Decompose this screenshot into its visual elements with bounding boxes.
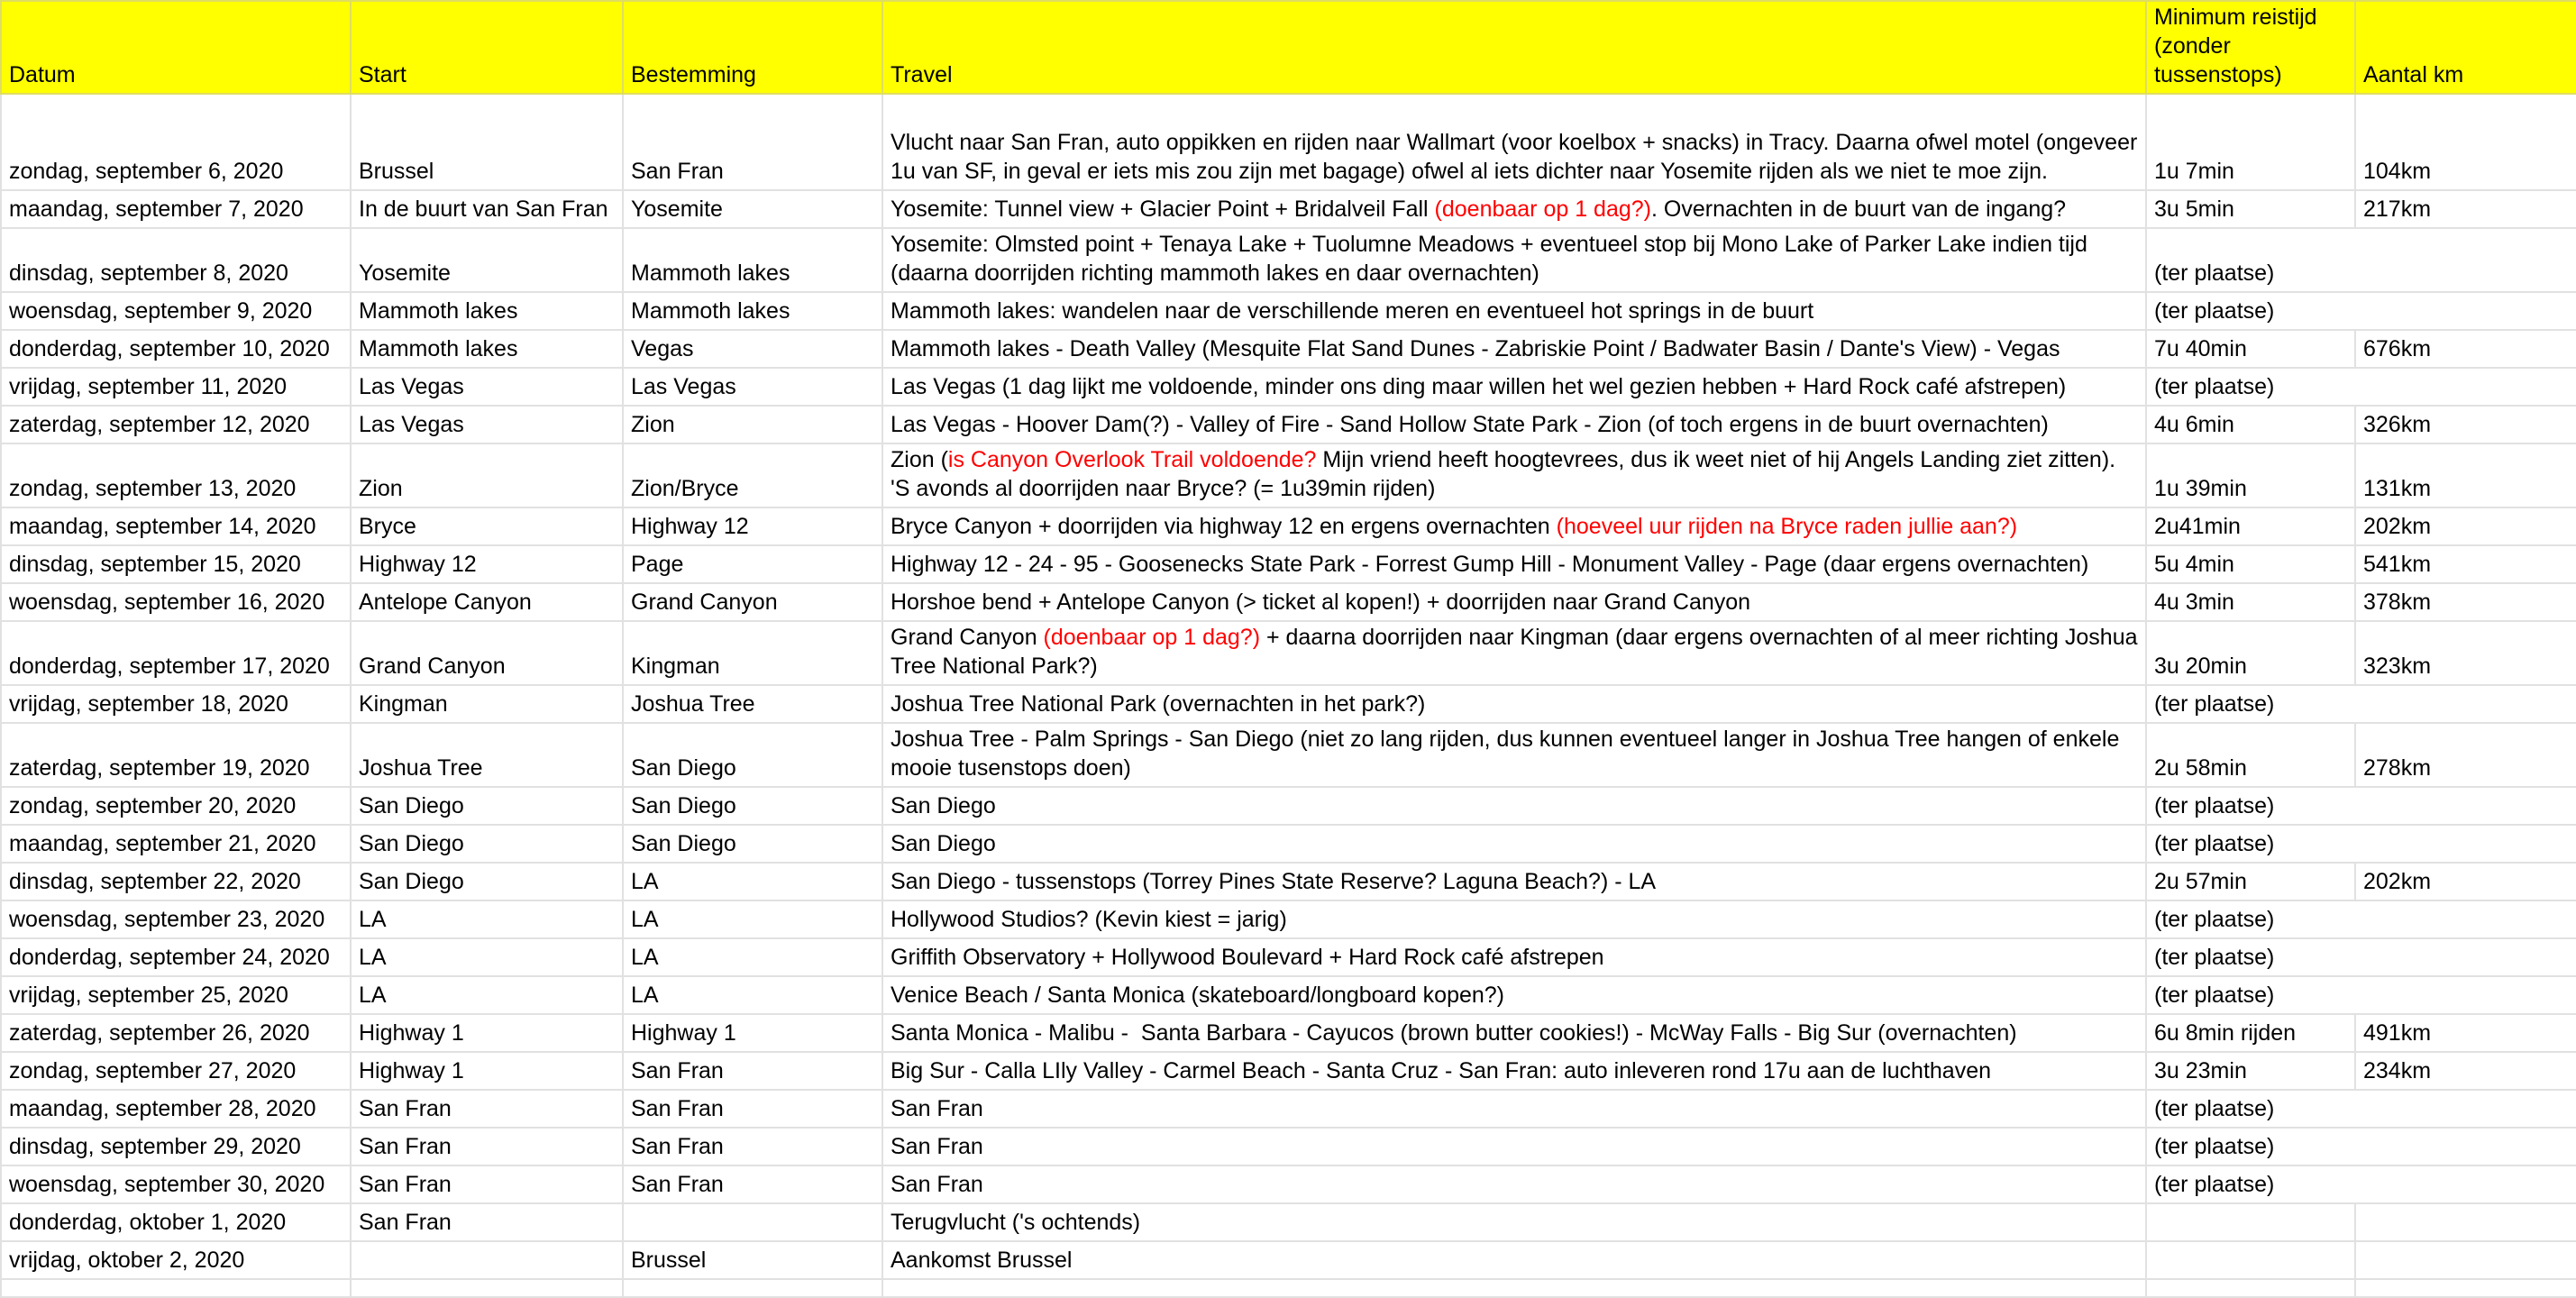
- travel-text: Zion (: [891, 447, 948, 472]
- cell-start[interactable]: LA: [351, 938, 623, 976]
- cell-datum[interactable]: dinsdag, september 22, 2020: [1, 863, 351, 900]
- cell-bestemming[interactable]: Vegas: [623, 330, 882, 368]
- empty-cell[interactable]: [351, 1279, 623, 1297]
- empty-cell[interactable]: [2146, 1279, 2355, 1297]
- cell-travel[interactable]: [882, 190, 2146, 228]
- cell-datum[interactable]: dinsdag, september 15, 2020: [1, 545, 351, 583]
- cell-km[interactable]: 104km: [2355, 94, 2576, 190]
- cell-travel[interactable]: [882, 621, 2146, 685]
- cell-start[interactable]: Yosemite: [351, 228, 623, 292]
- travel-text: Joshua Tree - Palm Springs - San Diego (niet zo lang rijden, dus kunnen eventueel langer in Joshua Tree hangen of enkele mooie tusenstops doen): [891, 727, 2126, 781]
- travel-text: Mijn vriend heeft hoogtevrees, dus ik weet niet of hij Angels Landing ziet zitten). 'S avonds al doorrijden naar Bryce? (= 1u39min rijden): [891, 447, 2123, 501]
- cell-datum[interactable]: woensdag, september 23, 2020: [1, 900, 351, 938]
- travel-text: San Diego: [891, 831, 996, 856]
- cell-start[interactable]: Highway 1: [351, 1014, 623, 1052]
- cell-travel[interactable]: [882, 1165, 2146, 1203]
- cell-start[interactable]: Zion: [351, 443, 623, 507]
- travel-text: Vlucht naar San Fran, auto oppikken en rijden naar Wallmart (voor koelbox + snacks) in Tracy. Daarna ofwel motel (ongeveer 1u van SF, in geval er iets mis zou zijn met bagage) ofwel al iets dichter naar Yosemite rijden als we niet te moe zijn.: [891, 130, 2144, 184]
- cell-datum[interactable]: zondag, september 6, 2020: [1, 94, 351, 190]
- cell-start[interactable]: LA: [351, 976, 623, 1014]
- empty-row: [1, 1279, 2576, 1297]
- cell-km[interactable]: 676km: [2355, 330, 2576, 368]
- cell-datum[interactable]: vrijdag, september 11, 2020: [1, 368, 351, 406]
- cell-travel[interactable]: [882, 863, 2146, 900]
- cell-km[interactable]: [2355, 1165, 2576, 1203]
- cell-km[interactable]: 541km: [2355, 545, 2576, 583]
- cell-km[interactable]: 217km: [2355, 190, 2576, 228]
- empty-cell[interactable]: [2355, 1279, 2576, 1297]
- cell-bestemming[interactable]: San Fran: [623, 1090, 882, 1128]
- cell-reistijd[interactable]: (ter plaatse): [2146, 292, 2355, 330]
- cell-datum[interactable]: woensdag, september 9, 2020: [1, 292, 351, 330]
- travel-text: Venice Beach / Santa Monica (skateboard/longboard kopen?): [891, 983, 1505, 1008]
- highlighted-question: (doenbaar op 1 dag?): [1434, 197, 1651, 222]
- cell-datum[interactable]: dinsdag, september 8, 2020: [1, 228, 351, 292]
- cell-reistijd[interactable]: (ter plaatse): [2146, 900, 2355, 938]
- cell-bestemming[interactable]: San Diego: [623, 723, 882, 787]
- table-row: [1, 621, 2576, 685]
- cell-reistijd[interactable]: (ter plaatse): [2146, 938, 2355, 976]
- highlighted-question: (hoeveel uur rijden na Bryce raden jullie aan?): [1556, 514, 2018, 539]
- cell-datum[interactable]: zaterdag, september 12, 2020: [1, 406, 351, 443]
- travel-text: + daarna doorrijden naar Kingman (daar ergens overnachten of al meer richting Joshua Tree National Park?): [891, 625, 2144, 679]
- cell-datum[interactable]: maandag, september 7, 2020: [1, 190, 351, 228]
- cell-datum[interactable]: donderdag, oktober 1, 2020: [1, 1203, 351, 1241]
- cell-datum[interactable]: donderdag, september 10, 2020: [1, 330, 351, 368]
- cell-km[interactable]: [2355, 228, 2576, 292]
- cell-bestemming[interactable]: [623, 1203, 882, 1241]
- cell-bestemming[interactable]: San Fran: [623, 1165, 882, 1203]
- travel-text: San Fran: [891, 1096, 983, 1121]
- header-datum[interactable]: Datum: [1, 1, 351, 94]
- cell-reistijd[interactable]: [2146, 1203, 2355, 1241]
- cell-bestemming[interactable]: San Fran: [623, 1128, 882, 1165]
- cell-bestemming[interactable]: San Fran: [623, 1052, 882, 1090]
- cell-km[interactable]: [2355, 976, 2576, 1014]
- cell-km[interactable]: [2355, 825, 2576, 863]
- table-row: [1, 545, 2576, 583]
- travel-text: Griffith Observatory + Hollywood Boulevard + Hard Rock café afstrepen: [891, 945, 1604, 970]
- cell-travel[interactable]: [882, 685, 2146, 723]
- travel-text: Mammoth lakes - Death Valley (Mesquite Flat Sand Dunes - Zabriskie Point / Badwater Basin / Dante's View) - Vegas: [891, 336, 2060, 361]
- cell-start[interactable]: San Fran: [351, 1165, 623, 1203]
- cell-start[interactable]: San Diego: [351, 787, 623, 825]
- cell-datum[interactable]: maandag, september 28, 2020: [1, 1090, 351, 1128]
- cell-reistijd[interactable]: 4u 3min: [2146, 583, 2355, 621]
- cell-reistijd[interactable]: 3u 5min: [2146, 190, 2355, 228]
- cell-travel[interactable]: [882, 976, 2146, 1014]
- cell-travel[interactable]: [882, 1090, 2146, 1128]
- cell-datum[interactable]: woensdag, september 30, 2020: [1, 1165, 351, 1203]
- cell-km[interactable]: [2355, 368, 2576, 406]
- table-row: [1, 1241, 2576, 1279]
- cell-km[interactable]: 131km: [2355, 443, 2576, 507]
- cell-reistijd[interactable]: 2u 57min: [2146, 863, 2355, 900]
- cell-reistijd[interactable]: [2146, 1241, 2355, 1279]
- cell-bestemming[interactable]: Kingman: [623, 621, 882, 685]
- travel-text: Highway 12 - 24 - 95 - Goosenecks State Park - Forrest Gump Hill - Monument Valley - Page (daar ergens overnachten): [891, 552, 2089, 577]
- table-row: [1, 685, 2576, 723]
- cell-travel[interactable]: [882, 292, 2146, 330]
- cell-reistijd[interactable]: (ter plaatse): [2146, 825, 2355, 863]
- cell-km[interactable]: [2355, 938, 2576, 976]
- cell-km[interactable]: 278km: [2355, 723, 2576, 787]
- table-row: [1, 1203, 2576, 1241]
- cell-bestemming[interactable]: Highway 12: [623, 507, 882, 545]
- cell-start[interactable]: Brussel: [351, 94, 623, 190]
- cell-datum[interactable]: zondag, september 27, 2020: [1, 1052, 351, 1090]
- cell-travel[interactable]: [882, 900, 2146, 938]
- cell-start[interactable]: Joshua Tree: [351, 723, 623, 787]
- cell-travel[interactable]: [882, 787, 2146, 825]
- cell-reistijd[interactable]: (ter plaatse): [2146, 1090, 2355, 1128]
- cell-reistijd[interactable]: 4u 6min: [2146, 406, 2355, 443]
- cell-start[interactable]: [351, 1241, 623, 1279]
- travel-text: San Fran: [891, 1134, 983, 1159]
- travel-text: Santa Monica - Malibu - Santa Barbara - Cayucos (brown butter cookies!) - McWay Falls - Big Sur (overnachten): [891, 1020, 2017, 1046]
- header-travel[interactable]: Travel: [882, 1, 2146, 94]
- cell-datum[interactable]: vrijdag, oktober 2, 2020: [1, 1241, 351, 1279]
- cell-travel[interactable]: [882, 723, 2146, 787]
- cell-start[interactable]: San Diego: [351, 825, 623, 863]
- table-row: [1, 583, 2576, 621]
- table-row: [1, 228, 2576, 292]
- cell-bestemming[interactable]: Highway 1: [623, 1014, 882, 1052]
- table-row: [1, 368, 2576, 406]
- cell-datum[interactable]: dinsdag, september 29, 2020: [1, 1128, 351, 1165]
- cell-bestemming[interactable]: LA: [623, 976, 882, 1014]
- table-row: [1, 292, 2576, 330]
- travel-text: San Diego: [891, 793, 996, 818]
- cell-km[interactable]: [2355, 685, 2576, 723]
- table-row: [1, 1014, 2576, 1052]
- cell-bestemming[interactable]: Zion: [623, 406, 882, 443]
- travel-text: Aankomst Brussel: [891, 1248, 1073, 1273]
- cell-travel[interactable]: [882, 1052, 2146, 1090]
- cell-start[interactable]: Mammoth lakes: [351, 292, 623, 330]
- cell-reistijd[interactable]: (ter plaatse): [2146, 685, 2355, 723]
- cell-start[interactable]: San Fran: [351, 1203, 623, 1241]
- cell-reistijd[interactable]: 2u 58min: [2146, 723, 2355, 787]
- cell-datum[interactable]: donderdag, september 17, 2020: [1, 621, 351, 685]
- cell-datum[interactable]: zaterdag, september 26, 2020: [1, 1014, 351, 1052]
- header-row: [1, 1, 2576, 94]
- header-km[interactable]: Aantal km: [2355, 1, 2576, 94]
- table-row: [1, 507, 2576, 545]
- cell-travel[interactable]: [882, 1203, 2146, 1241]
- cell-travel[interactable]: [882, 368, 2146, 406]
- cell-reistijd[interactable]: (ter plaatse): [2146, 976, 2355, 1014]
- cell-datum[interactable]: donderdag, september 24, 2020: [1, 938, 351, 976]
- cell-reistijd[interactable]: 3u 23min: [2146, 1052, 2355, 1090]
- highlighted-question: (doenbaar op 1 dag?): [1043, 625, 1261, 650]
- cell-travel[interactable]: [882, 1128, 2146, 1165]
- cell-bestemming[interactable]: Mammoth lakes: [623, 228, 882, 292]
- cell-start[interactable]: Highway 1: [351, 1052, 623, 1090]
- itinerary-rows: [1, 94, 2576, 1297]
- cell-bestemming[interactable]: Page: [623, 545, 882, 583]
- cell-datum[interactable]: vrijdag, september 18, 2020: [1, 685, 351, 723]
- header-start[interactable]: Start: [351, 1, 623, 94]
- cell-travel[interactable]: [882, 1241, 2146, 1279]
- travel-text: Las Vegas (1 dag lijkt me voldoende, minder ons ding maar willen het wel gezien hebben + Hard Rock café afstrepen): [891, 374, 2067, 399]
- cell-km[interactable]: [2355, 900, 2576, 938]
- table-row: [1, 938, 2576, 976]
- travel-text: Yosemite: Olmsted point + Tenaya Lake + Tuolumne Meadows + eventueel stop bij Mono Lake of Parker Lake indien tijd (daarna doorrijden richting mammoth lakes en daar overnachten): [891, 232, 2094, 286]
- empty-cell[interactable]: [882, 1279, 2146, 1297]
- cell-travel[interactable]: [882, 406, 2146, 443]
- cell-bestemming[interactable]: Yosemite: [623, 190, 882, 228]
- cell-reistijd[interactable]: (ter plaatse): [2146, 1165, 2355, 1203]
- cell-datum[interactable]: maandag, september 14, 2020: [1, 507, 351, 545]
- travel-text: San Fran: [891, 1172, 983, 1197]
- cell-start[interactable]: San Diego: [351, 863, 623, 900]
- cell-reistijd[interactable]: (ter plaatse): [2146, 368, 2355, 406]
- cell-travel[interactable]: [882, 507, 2146, 545]
- table-row: [1, 863, 2576, 900]
- cell-bestemming[interactable]: Brussel: [623, 1241, 882, 1279]
- cell-start[interactable]: San Fran: [351, 1090, 623, 1128]
- cell-start[interactable]: Highway 12: [351, 545, 623, 583]
- table-row: [1, 1128, 2576, 1165]
- cell-start[interactable]: San Fran: [351, 1128, 623, 1165]
- cell-datum[interactable]: zaterdag, september 19, 2020: [1, 723, 351, 787]
- cell-bestemming[interactable]: LA: [623, 863, 882, 900]
- cell-travel[interactable]: [882, 443, 2146, 507]
- travel-text: San Diego - tussenstops (Torrey Pines State Reserve? Laguna Beach?) - LA: [891, 869, 1657, 894]
- cell-km[interactable]: [2355, 1241, 2576, 1279]
- table-row: [1, 330, 2576, 368]
- travel-text: Terugvlucht ('s ochtends): [891, 1210, 1141, 1235]
- cell-reistijd[interactable]: 5u 4min: [2146, 545, 2355, 583]
- cell-start[interactable]: LA: [351, 900, 623, 938]
- cell-km[interactable]: [2355, 1090, 2576, 1128]
- cell-start[interactable]: Kingman: [351, 685, 623, 723]
- empty-cell[interactable]: [1, 1279, 351, 1297]
- cell-bestemming[interactable]: Las Vegas: [623, 368, 882, 406]
- cell-bestemming[interactable]: San Fran: [623, 94, 882, 190]
- cell-reistijd[interactable]: (ter plaatse): [2146, 228, 2355, 292]
- travel-text: Horshoe bend + Antelope Canyon (> ticket al kopen!) + doorrijden naar Grand Canyon: [891, 590, 1751, 615]
- travel-text: Bryce Canyon + doorrijden via highway 12 en ergens overnachten: [891, 514, 1557, 539]
- cell-reistijd[interactable]: 2u41min: [2146, 507, 2355, 545]
- cell-bestemming[interactable]: Grand Canyon: [623, 583, 882, 621]
- cell-km[interactable]: 378km: [2355, 583, 2576, 621]
- cell-bestemming[interactable]: LA: [623, 900, 882, 938]
- cell-start[interactable]: Las Vegas: [351, 368, 623, 406]
- table-row: [1, 825, 2576, 863]
- header-bestemming[interactable]: Bestemming: [623, 1, 882, 94]
- cell-start[interactable]: Antelope Canyon: [351, 583, 623, 621]
- cell-travel[interactable]: [882, 228, 2146, 292]
- cell-bestemming[interactable]: Mammoth lakes: [623, 292, 882, 330]
- cell-datum[interactable]: vrijdag, september 25, 2020: [1, 976, 351, 1014]
- cell-km[interactable]: 323km: [2355, 621, 2576, 685]
- table-row: [1, 976, 2576, 1014]
- cell-datum[interactable]: woensdag, september 16, 2020: [1, 583, 351, 621]
- cell-travel[interactable]: [882, 938, 2146, 976]
- cell-reistijd[interactable]: 1u 7min: [2146, 94, 2355, 190]
- travel-text: Yosemite: Tunnel view + Glacier Point + Bridalveil Fall: [891, 197, 1435, 222]
- cell-travel[interactable]: [882, 583, 2146, 621]
- table-row: [1, 94, 2576, 190]
- travel-text: Big Sur - Calla LIly Valley - Carmel Beach - Santa Cruz - San Fran: auto inleveren rond 17u aan de luchthaven: [891, 1058, 1992, 1083]
- cell-travel[interactable]: [882, 94, 2146, 190]
- travel-text: Hollywood Studios? (Kevin kiest = jarig): [891, 907, 1287, 932]
- cell-reistijd[interactable]: 1u 39min: [2146, 443, 2355, 507]
- cell-km[interactable]: [2355, 1203, 2576, 1241]
- cell-reistijd[interactable]: (ter plaatse): [2146, 787, 2355, 825]
- travel-text: . Overnachten in de buurt van de ingang?: [1651, 197, 2067, 222]
- cell-km[interactable]: [2355, 292, 2576, 330]
- cell-datum[interactable]: zondag, september 13, 2020: [1, 443, 351, 507]
- cell-reistijd[interactable]: 6u 8min rijden: [2146, 1014, 2355, 1052]
- table-row: [1, 900, 2576, 938]
- table-row: [1, 406, 2576, 443]
- cell-km[interactable]: [2355, 1128, 2576, 1165]
- cell-km[interactable]: 326km: [2355, 406, 2576, 443]
- table-row: [1, 190, 2576, 228]
- travel-text: Joshua Tree National Park (overnachten in het park?): [891, 691, 1426, 717]
- cell-bestemming[interactable]: San Diego: [623, 787, 882, 825]
- cell-start[interactable]: Grand Canyon: [351, 621, 623, 685]
- empty-cell[interactable]: [623, 1279, 882, 1297]
- table-row: [1, 787, 2576, 825]
- table-row: [1, 1052, 2576, 1090]
- cell-datum[interactable]: maandag, september 21, 2020: [1, 825, 351, 863]
- cell-travel[interactable]: [882, 1014, 2146, 1052]
- cell-km[interactable]: 202km: [2355, 507, 2576, 545]
- highlighted-question: is Canyon Overlook Trail voldoende?: [947, 447, 1317, 472]
- cell-km[interactable]: 234km: [2355, 1052, 2576, 1090]
- travel-text: Mammoth lakes: wandelen naar de verschillende meren en eventueel hot springs in de buurt: [891, 298, 1814, 324]
- cell-bestemming[interactable]: LA: [623, 938, 882, 976]
- cell-start[interactable]: In de buurt van San Fran: [351, 190, 623, 228]
- cell-reistijd[interactable]: 7u 40min: [2146, 330, 2355, 368]
- table-row: [1, 1090, 2576, 1128]
- table-row: [1, 443, 2576, 507]
- cell-reistijd[interactable]: (ter plaatse): [2146, 1128, 2355, 1165]
- cell-travel[interactable]: [882, 825, 2146, 863]
- table-row: [1, 723, 2576, 787]
- cell-travel[interactable]: [882, 545, 2146, 583]
- cell-reistijd[interactable]: 3u 20min: [2146, 621, 2355, 685]
- table-row: [1, 1165, 2576, 1203]
- cell-km[interactable]: [2355, 787, 2576, 825]
- cell-bestemming[interactable]: San Diego: [623, 825, 882, 863]
- cell-km[interactable]: 202km: [2355, 863, 2576, 900]
- cell-start[interactable]: Las Vegas: [351, 406, 623, 443]
- cell-bestemming[interactable]: Joshua Tree: [623, 685, 882, 723]
- cell-bestemming[interactable]: Zion/Bryce: [623, 443, 882, 507]
- cell-start[interactable]: Mammoth lakes: [351, 330, 623, 368]
- cell-datum[interactable]: zondag, september 20, 2020: [1, 787, 351, 825]
- travel-text: Grand Canyon: [891, 625, 1044, 650]
- cell-travel[interactable]: [882, 330, 2146, 368]
- header-reistijd[interactable]: Minimum reistijd (zonder tussenstops): [2146, 1, 2355, 94]
- cell-km[interactable]: 491km: [2355, 1014, 2576, 1052]
- cell-start[interactable]: Bryce: [351, 507, 623, 545]
- travel-text: Las Vegas - Hoover Dam(?) - Valley of Fire - Sand Hollow State Park - Zion (of toch ergens in de buurt overnachten): [891, 412, 2049, 437]
